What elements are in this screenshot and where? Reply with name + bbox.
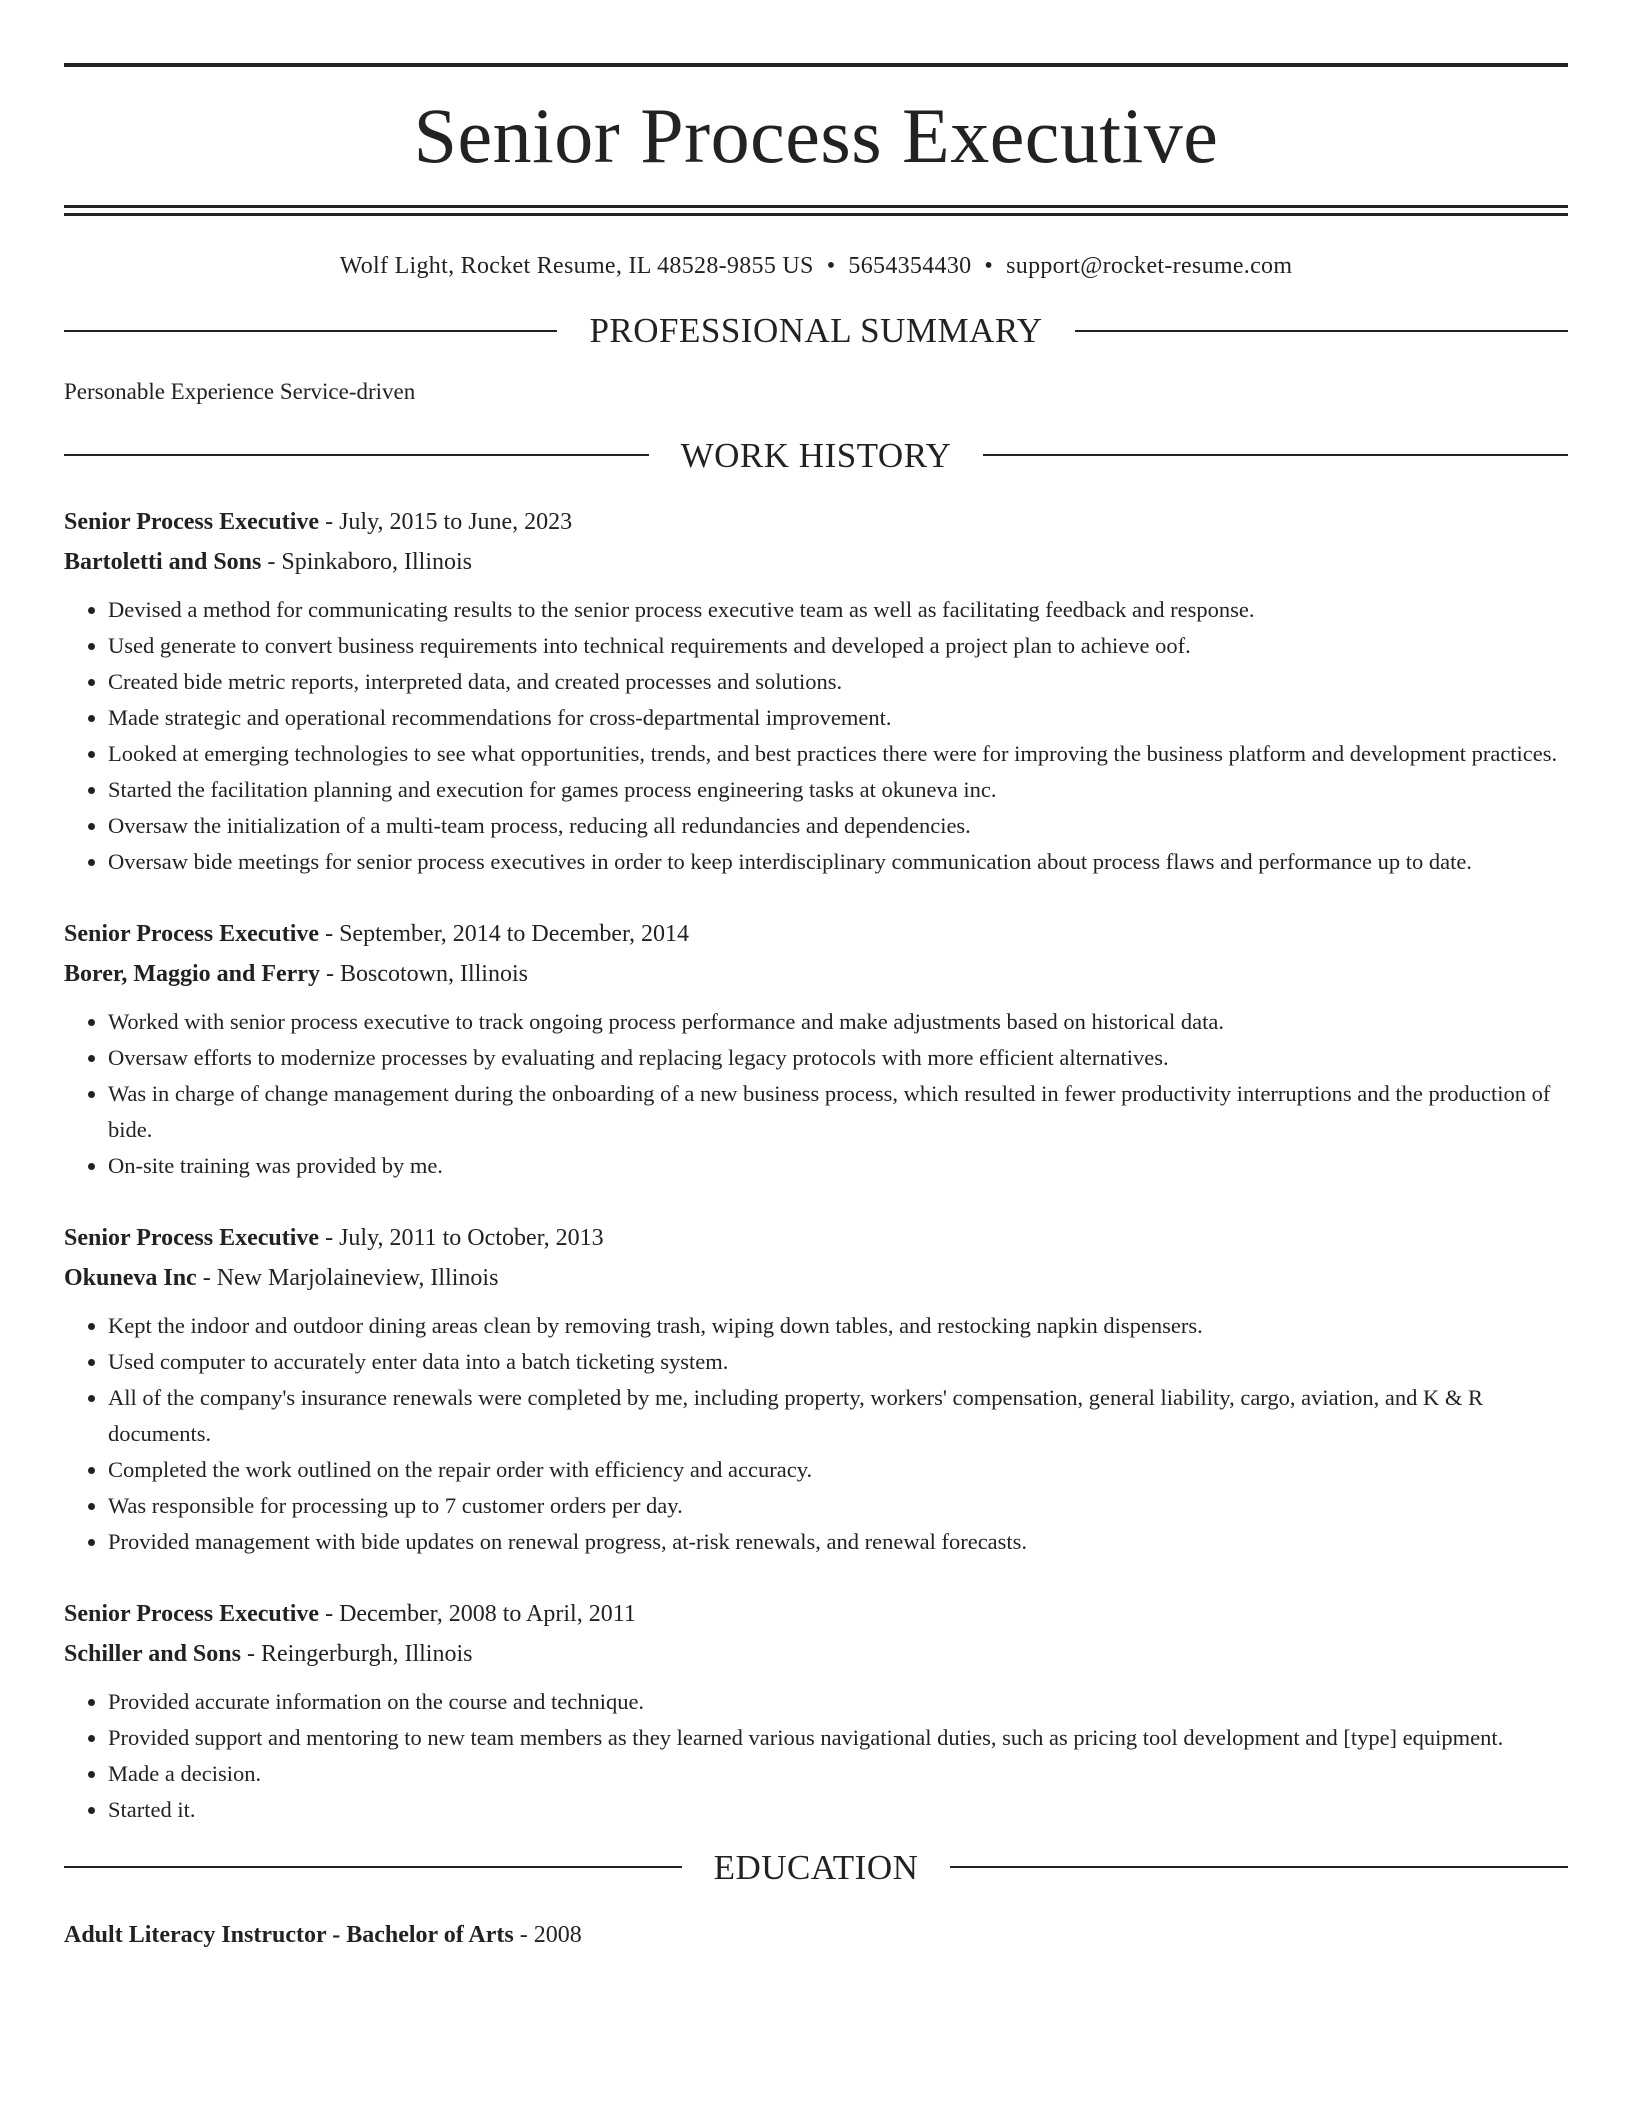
- heading-rule-left: [64, 1866, 682, 1868]
- job-location: - New Marjolaineview, Illinois: [196, 1264, 499, 1291]
- job-duty-item: • Devised a method for communicating results to the senior process executive team as well as facilitating feedback and response.: [108, 592, 1568, 628]
- education-entry: [64, 1915, 1568, 1955]
- heading-rule-right: [950, 1866, 1568, 1868]
- contact-separator: •: [984, 253, 994, 279]
- job-duty-item: • Kept the indoor and outdoor dining areas clean by removing trash, wiping down tables, and restocking napkin dispensers.: [108, 1308, 1568, 1344]
- job-entry: [64, 914, 1568, 1184]
- job-title: Senior Process Executive: [64, 1224, 320, 1251]
- job-entry: [64, 502, 1568, 880]
- contact-address: Wolf Light, Rocket Resume, IL 48528-9855 US: [339, 253, 814, 279]
- work-history-list: [64, 502, 1568, 1828]
- job-title-line: [64, 502, 1568, 542]
- summary-heading: [64, 313, 1568, 348]
- job-title-line: [64, 914, 1568, 954]
- job-location: - Boscotown, Illinois: [319, 960, 528, 987]
- job-duty-item: • Used computer to accurately enter data into a batch ticketing system.: [108, 1344, 1568, 1380]
- job-duty-item: • Looked at emerging technologies to see what opportunities, trends, and best practices there were for improving the business platform and development practices.: [108, 736, 1568, 772]
- summary-text: Personable Experience Service-driven: [64, 379, 416, 404]
- job-duties-list: [64, 1308, 1568, 1560]
- job-duty-item: • On-site training was provided by me.: [108, 1148, 1568, 1184]
- job-duty-item: • Oversaw efforts to modernize processes by evaluating and replacing legacy protocols with more efficient alternatives.: [108, 1040, 1568, 1076]
- heading-rule-left: [64, 454, 649, 456]
- job-company: Schiller and Sons: [64, 1640, 241, 1667]
- job-duty-item: • Was responsible for processing up to 7 customer orders per day.: [108, 1488, 1568, 1524]
- job-company-line: [64, 1634, 1568, 1674]
- header-double-rule: [64, 205, 1568, 216]
- contact-separator: •: [826, 253, 836, 279]
- education-degree: Adult Literacy Instructor - Bachelor of Arts: [64, 1921, 514, 1948]
- work-history-heading-title: WORK HISTORY: [680, 435, 952, 475]
- job-duty-item: • Created bide metric reports, interpreted data, and created processes and solutions.: [108, 664, 1568, 700]
- job-dates: - July, 2015 to June, 2023: [319, 508, 573, 535]
- work-history-heading: [64, 435, 1568, 475]
- job-duty-item: • Oversaw bide meetings for senior process executives in order to keep interdisciplinary communication about process flaws and performance up to date.: [108, 844, 1568, 880]
- job-dates: - September, 2014 to December, 2014: [319, 920, 690, 947]
- job-duties-list: [64, 1684, 1568, 1828]
- job-duty-item: • Provided accurate information on the course and technique.: [108, 1684, 1568, 1720]
- job-title: Senior Process Executive: [64, 508, 320, 535]
- job-dates: - July, 2011 to October, 2013: [319, 1224, 604, 1251]
- job-entry: [64, 1218, 1568, 1560]
- resume-name: Senior Process Executive: [413, 92, 1219, 179]
- job-dates: - December, 2008 to April, 2011: [319, 1600, 636, 1627]
- job-duty-item: • Used generate to convert business requirements into technical requirements and developed a project plan to achieve oof.: [108, 628, 1568, 664]
- job-company-line: [64, 954, 1568, 994]
- job-duty-item: • Completed the work outlined on the repair order with efficiency and accuracy.: [108, 1452, 1568, 1488]
- job-title: Senior Process Executive: [64, 1600, 320, 1627]
- contact-line: [64, 216, 1568, 280]
- job-company: Okuneva Inc: [64, 1264, 197, 1291]
- job-duty-item: • All of the company's insurance renewals were completed by me, including property, workers' compensation, general liability, cargo, aviation, and K & R documents.: [108, 1380, 1568, 1452]
- job-duty-item: • Made a decision.: [108, 1756, 1568, 1792]
- education-heading-title: EDUCATION: [713, 1847, 919, 1887]
- job-duty-item: • Worked with senior process executive to track ongoing process performance and make adjustments based on historical data.: [108, 1004, 1568, 1040]
- job-duty-item: • Was in charge of change management during the onboarding of a new business process, which resulted in fewer productivity interruptions and the production of bide.: [108, 1076, 1568, 1148]
- job-duty-item: • Provided support and mentoring to new team members as they learned various navigational duties, such as pricing tool development and [type] equipment.: [108, 1720, 1568, 1756]
- job-duty-item: • Started the facilitation planning and execution for games process engineering tasks at okuneva inc.: [108, 772, 1568, 808]
- heading-rule-right: [983, 454, 1568, 456]
- job-entry: [64, 1594, 1568, 1828]
- job-location: - Spinkaboro, Illinois: [261, 548, 473, 575]
- education-year: - 2008: [513, 1921, 582, 1948]
- heading-rule-left: [64, 330, 557, 332]
- job-title-line: [64, 1218, 1568, 1258]
- job-duty-item: • Started it.: [108, 1792, 1568, 1828]
- job-title-line: [64, 1594, 1568, 1634]
- contact-email: support@rocket-resume.com: [1006, 253, 1293, 279]
- job-duty-item: • Provided management with bide updates on renewal progress, at-risk renewals, and renewal forecasts.: [108, 1524, 1568, 1560]
- job-duties-list: [64, 1004, 1568, 1184]
- education-heading: [64, 1847, 1568, 1887]
- heading-rule-right: [1075, 330, 1568, 332]
- education-list: [64, 1915, 1568, 1955]
- job-duty-item: • Made strategic and operational recommendations for cross-departmental improvement.: [108, 700, 1568, 736]
- job-duty-item: • Oversaw the initialization of a multi-team process, reducing all redundancies and dependencies.: [108, 808, 1568, 844]
- job-company-line: [64, 542, 1568, 582]
- job-company-line: [64, 1258, 1568, 1298]
- job-title: Senior Process Executive: [64, 920, 320, 947]
- contact-phone: 5654354430: [848, 253, 972, 279]
- job-company: Bartoletti and Sons: [64, 548, 262, 575]
- job-company: Borer, Maggio and Ferry: [64, 960, 320, 987]
- job-location: - Reingerburgh, Illinois: [240, 1640, 473, 1667]
- job-duties-list: [64, 592, 1568, 880]
- summary-heading-title: PROFESSIONAL SUMMARY: [589, 311, 1043, 350]
